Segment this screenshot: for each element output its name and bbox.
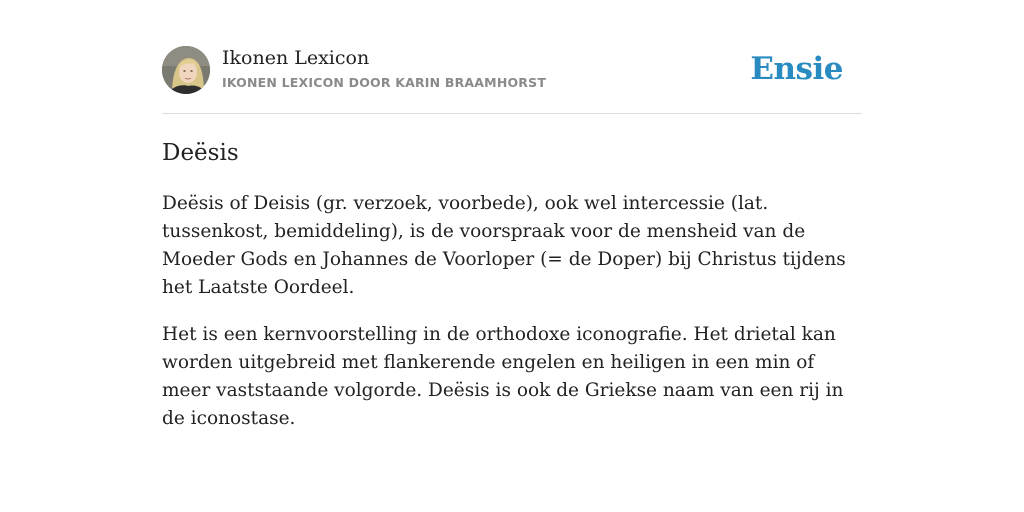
ensie-logo[interactable]: Ensie [750, 51, 843, 87]
entry-paragraph: Het is een kernvoorstelling in de orthodoxe iconografie. Het drietal kan worden uitgebreid met flankerende engelen en heiligen in een min of meer vaststaande volgorde. Deësis is ook de Griekse naam van een rij in de iconostase. [162, 324, 844, 429]
lexicon-name[interactable]: Ikonen Lexicon [222, 47, 370, 69]
avatar-portrait-image [162, 46, 210, 94]
page-container [162, 0, 862, 429]
entry-paragraph: Deësis of Deisis (gr. verzoek, voorbede), ook wel intercessie (lat. tussenkost, bemiddeling), is de voorspraak voor de mensheid van de Moeder Gods en Johannes de Voorloper (= de Doper) bij Christus tijdens het Laatste Oordeel. [162, 193, 846, 298]
page-header [162, 0, 862, 114]
entry-title: Deësis [162, 140, 239, 166]
lexicon-subtitle[interactable]: IKONEN LEXICON DOOR KARIN BRAAMHORST [222, 75, 547, 90]
author-avatar[interactable] [162, 46, 210, 94]
entry-body [162, 190, 862, 452]
